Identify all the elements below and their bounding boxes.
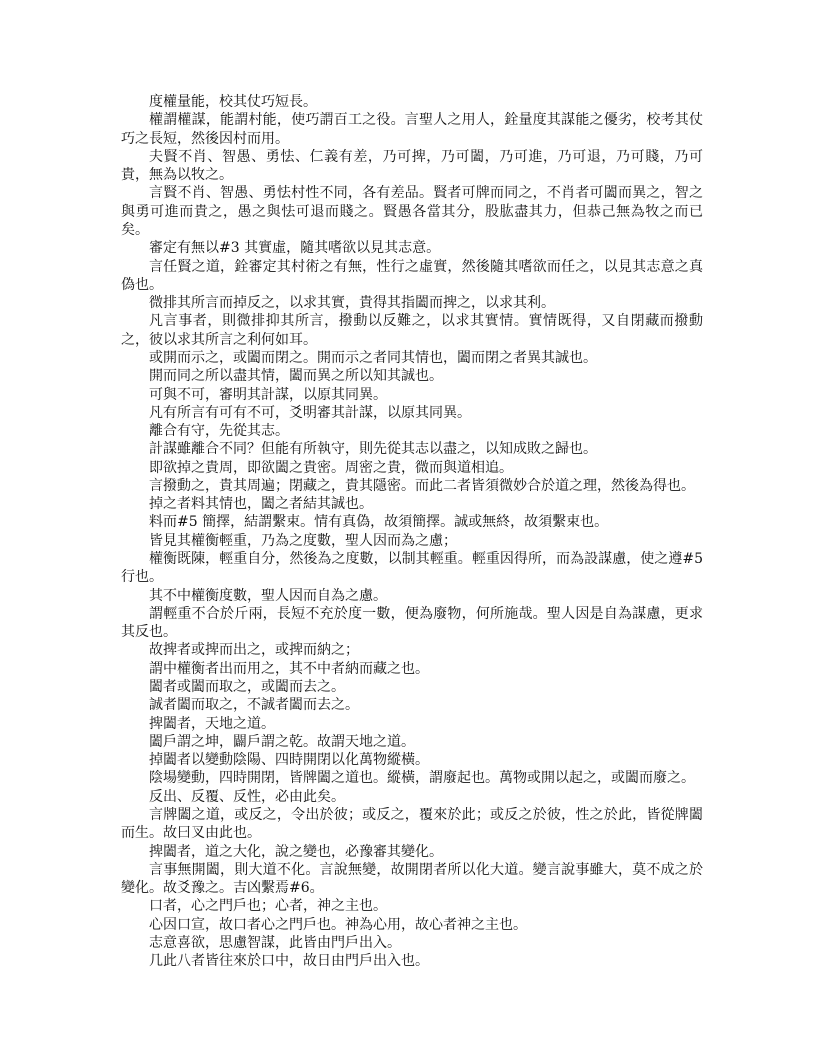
paragraph: 言賢不肖、智愚、勇怯村性不同，各有差品。賢者可牌而同之，不肖者可闔而異之，智之與勇可進而貴之，愚之與怯可退而賤之。賢愚各當其分，股肱盡其力，但恭己無為牧之而已矣。 bbox=[121, 185, 703, 238]
paragraph: 或開而示之，或闔而閉之。開而示之者同其情也，闔而閉之者異其誠也。 bbox=[149, 349, 597, 366]
paragraph: 口者，心之門戶也；心者，神之主也。 bbox=[149, 898, 387, 915]
paragraph: 掉闔者以變動陰陽、四時開閉以化萬物縱橫。 bbox=[149, 752, 429, 769]
paragraph: 反出、反覆、反性，必由此矣。 bbox=[149, 788, 345, 805]
paragraph: 掉之者料其情也，闔之者結其誠也。 bbox=[149, 496, 373, 513]
paragraph: 心因口宣，故口者心之門戶也。神為心用，故心者神之主也。 bbox=[149, 916, 527, 933]
paragraph: 言任賢之道，銓審定其村術之有無，性行之虛實，然後隨其嗜欲而任之，以見其志意之真偽也。 bbox=[121, 258, 703, 293]
paragraph: 皆見其權衡輕重，乃為之度數，聖人因而為之慮； bbox=[149, 532, 457, 549]
paragraph: 故捭者或捭而出之，或捭而納之； bbox=[149, 642, 359, 659]
paragraph: 言事無開闔，則大道不化。言說無變，故開閉者所以化大道。變言說事雖大，莫不成之於變化。故爻豫之。吉凶繫焉#6。 bbox=[121, 861, 703, 897]
paragraph: 權衡既陳，輕重自分，然後為之度數，以制其輕重。輕重因得所，而為設謀慮，使之遵#5行也。 bbox=[121, 551, 703, 586]
paragraph: 陰場變動，四時開閉，皆牌闔之道也。縱橫，謂廢起也。萬物或開以起之，或闔而廢之。 bbox=[149, 770, 695, 787]
paragraph: 可與不可，審明其計謀，以原其同異。 bbox=[149, 386, 387, 403]
paragraph: 夫賢不肖、智愚、勇怯、仁義有差，乃可捭，乃可闔，乃可進，乃可退，乃可賤，乃可貴，無為以牧之。 bbox=[121, 148, 703, 184]
paragraph: 捭闔者，天地之道。 bbox=[149, 715, 275, 732]
paragraph: 言牌闔之道，或反之，令出於彼；或反之，覆來於此；或反之於彼，性之於此，皆從牌闔而生。故曰叉由此也。 bbox=[121, 806, 703, 842]
paragraph: 闔者或闔而取之，或闔而去之。 bbox=[149, 679, 345, 695]
paragraph: 凡言事者，則微排抑其所言，撥動以反難之，以求其實情。實情既得，又自閉藏而撥動之，彼以求其所言之利何如耳。 bbox=[121, 313, 703, 348]
paragraph: 志意喜欲，思慮智謀，此皆由門戶出入。 bbox=[149, 934, 401, 951]
paragraph: 權謂權謀，能謂村能，使巧謂百工之役。言聖人之用人，銓量度其謀能之優劣，校考其仗巧之長短，然後因村而用。 bbox=[121, 112, 703, 147]
paragraph: 捭闔者，道之大化，說之變也，必豫審其變化。 bbox=[149, 843, 443, 860]
paragraph: 微排其所言而掉反之，以求其實，貴得其指闔而捭之，以求其利。 bbox=[149, 295, 555, 312]
paragraph: 離合有守，先從其志。 bbox=[149, 423, 289, 440]
paragraph: 度權量能，校其仗巧短長。 bbox=[149, 94, 317, 110]
paragraph: 凡有所言有可有不可，爻明審其計謀，以原其同異。 bbox=[149, 404, 471, 421]
paragraph: 料而#5 簡擇，結謂繫束。情有真偽，故須簡擇。誠或無終，故須繫束也。 bbox=[149, 514, 609, 531]
document-body bbox=[121, 93, 703, 971]
paragraph: 其不中權衡度數，聖人因而自為之慮。 bbox=[149, 587, 387, 604]
paragraph: 闔戶謂之坤，闢戶謂之乾。故謂天地之道。 bbox=[149, 733, 415, 750]
paragraph: 審定有無以#3 其實虛，隨其嗜欲以見其志意。 bbox=[149, 240, 441, 257]
paragraph: 几此八者皆往來於口中，故日由門戶出入也。 bbox=[149, 953, 429, 970]
paragraph: 計謀雖離合不同？但能有所執守，則先從其志以盡之，以知成敗之歸也。 bbox=[149, 441, 597, 458]
paragraph: 謂中權衡者出而用之，其不中者納而藏之也。 bbox=[149, 660, 429, 677]
paragraph: 謂輕重不合於斤兩，長短不充於度一數，便為廢物，何所施哉。聖人因是自為謀慮，更求其反也。 bbox=[121, 605, 703, 641]
paragraph: 誠者闔而取之，不誠者闔而去之。 bbox=[149, 697, 359, 714]
paragraph: 開而同之所以盡其情，闔而異之所以知其誠也。 bbox=[149, 368, 443, 385]
paragraph: 即欲掉之貴周，即欲闔之貴密。周密之貴，微而與道相追。 bbox=[149, 459, 513, 476]
paragraph: 言撥動之，貴其周遍；閉藏之，貴其隱密。而此二者皆須微妙合於道之理，然後為得也。 bbox=[149, 477, 695, 494]
